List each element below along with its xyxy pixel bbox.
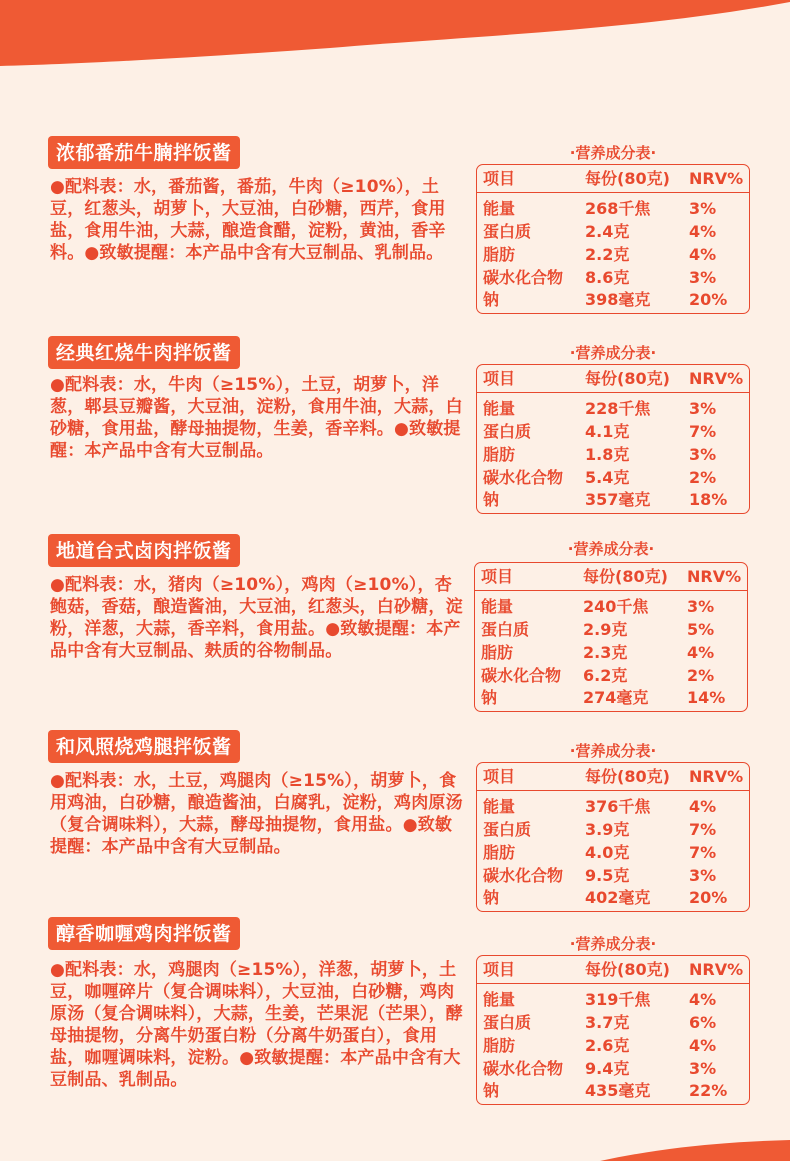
row-nrv: 7% [689,820,717,839]
ingredients-text: ●配料表：水，鸡腿肉（≥15%），洋葱，胡萝卜，土豆，咖喱碎片（复合调味料），大豆油，白砂糖，鸡肉原汤（复合调味料），大蒜，生姜，芒果泥（芒果），酵母抽提物，分离牛奶蛋白粉（分离牛奶蛋白），食用盐，咖喱调味料，淀粉。●致敏提醒：本产品中含有大豆制品、乳制品。 [50,960,463,1090]
row-name: 蛋白质 [483,820,532,839]
header-item: 项目 [483,169,516,188]
row-nrv: 20% [689,888,728,907]
row-amount: 2.2克 [585,245,630,264]
row-name: 能量 [481,597,514,616]
row-amount: 4.1克 [585,422,630,441]
product-title: 和风照烧鸡腿拌饭酱 [48,730,240,763]
row-nrv: 6% [689,1013,717,1032]
row-name: 脂肪 [483,1036,516,1055]
row-name: 钠 [483,490,500,509]
nutrition-table-header [477,956,749,984]
row-amount: 6.2克 [583,666,628,685]
row-amount: 398毫克 [585,290,651,309]
header-per-serving: 每份(80克) [585,960,670,979]
product-title: 浓郁番茄牛腩拌饭酱 [48,136,240,169]
row-name: 蛋白质 [481,620,530,639]
header-nrv: NRV% [689,169,744,188]
row-nrv: 7% [689,422,717,441]
row-name: 脂肪 [483,843,516,862]
row-amount: 2.6克 [585,1036,630,1055]
row-nrv: 3% [689,1059,717,1078]
row-name: 脂肪 [483,445,516,464]
row-name: 蛋白质 [483,1013,532,1032]
nutrition-table-header [477,165,749,193]
header-per-serving: 每份(80克) [585,767,670,786]
product-title: 醇香咖喱鸡肉拌饭酱 [48,917,240,950]
row-nrv: 2% [689,468,717,487]
row-amount: 3.9克 [585,820,630,839]
header-nrv: NRV% [689,960,744,979]
row-name: 能量 [483,399,516,418]
row-name: 钠 [481,688,498,707]
row-amount: 319千焦 [585,990,651,1009]
row-name: 钠 [483,888,500,907]
row-nrv: 4% [689,990,717,1009]
header-per-serving: 每份(80克) [585,369,670,388]
nutrition-table [476,364,750,514]
row-amount: 402毫克 [585,888,651,907]
nutrition-table [474,562,748,712]
row-amount: 5.4克 [585,468,630,487]
row-name: 蛋白质 [483,222,532,241]
nutrition-caption: ·营养成分表· [569,935,657,953]
row-name: 碳水化合物 [483,866,564,885]
nutrition-caption: ·营养成分表· [569,344,657,362]
row-nrv: 4% [689,797,717,816]
row-name: 脂肪 [483,245,516,264]
row-nrv: 18% [689,490,728,509]
header-item: 项目 [481,567,514,586]
row-amount: 2.4克 [585,222,630,241]
nutrition-table [476,164,750,314]
row-nrv: 5% [687,620,715,639]
nutrition-table [476,762,750,912]
row-nrv: 3% [689,445,717,464]
row-amount: 240千焦 [583,597,649,616]
row-nrv: 2% [687,666,715,685]
row-nrv: 3% [689,399,717,418]
row-nrv: 7% [689,843,717,862]
row-name: 碳水化合物 [483,268,564,287]
row-name: 钠 [483,1081,500,1100]
row-amount: 2.9克 [583,620,628,639]
header-item: 项目 [483,767,516,786]
ingredients-text: ●配料表：水，牛肉（≥15%），土豆，胡萝卜，洋葱，郫县豆瓣酱，大豆油，淀粉，食用牛油，大蒜，白砂糖，食用盐，酵母抽提物，生姜，香辛料。●致敏提醒：本产品中含有大豆制品。 [50,375,463,461]
row-nrv: 14% [687,688,726,707]
nutrition-table-header [475,563,747,591]
row-amount: 4.0克 [585,843,630,862]
row-amount: 9.4克 [585,1059,630,1078]
row-name: 能量 [483,797,516,816]
row-amount: 274毫克 [583,688,649,707]
row-nrv: 3% [689,268,717,287]
row-name: 能量 [483,990,516,1009]
row-nrv: 3% [689,866,717,885]
row-amount: 357毫克 [585,490,651,509]
nutrition-table-header [477,365,749,393]
header-per-serving: 每份(80克) [583,567,668,586]
nutrition-table [476,955,750,1105]
row-nrv: 4% [689,222,717,241]
row-amount: 1.8克 [585,445,630,464]
nutrition-caption: ·营养成分表· [567,540,655,558]
header-nrv: NRV% [689,767,744,786]
row-nrv: 22% [689,1081,728,1100]
nutrition-caption: ·营养成分表· [569,742,657,760]
product-title: 地道台式卤肉拌饭酱 [48,534,240,567]
row-nrv: 3% [689,199,717,218]
row-name: 能量 [483,199,516,218]
product-title: 经典红烧牛肉拌饭酱 [48,336,240,369]
header-nrv: NRV% [687,567,742,586]
row-amount: 268千焦 [585,199,651,218]
row-name: 碳水化合物 [481,666,562,685]
ingredients-text: ●配料表：水，番茄酱，番茄，牛肉（≥10%），土豆，红葱头，胡萝卜，大豆油，白砂糖，西芹，食用盐，食用牛油，大蒜，酿造食醋，淀粉，黄油，香辛料。●致敏提醒：本产品中含有大豆制品、乳制品。 [50,177,446,263]
header-item: 项目 [483,960,516,979]
row-nrv: 3% [687,597,715,616]
row-amount: 8.6克 [585,268,630,287]
row-name: 蛋白质 [483,422,532,441]
row-nrv: 20% [689,290,728,309]
header-item: 项目 [483,369,516,388]
row-nrv: 4% [689,245,717,264]
row-nrv: 4% [687,643,715,662]
row-amount: 228千焦 [585,399,651,418]
header-per-serving: 每份(80克) [585,169,670,188]
ingredients-text: ●配料表：水，猪肉（≥10%），鸡肉（≥10%），杏鲍菇，香菇，酿造酱油，大豆油，红葱头，白砂糖，淀粉，洋葱，大蒜，香辛料，食用盐。●致敏提醒：本产品中含有大豆制品、麸质的谷物制品。 [50,575,463,661]
row-amount: 2.3克 [583,643,628,662]
header-nrv: NRV% [689,369,744,388]
row-name: 碳水化合物 [483,468,564,487]
row-nrv: 4% [689,1036,717,1055]
row-name: 脂肪 [481,643,514,662]
row-amount: 376千焦 [585,797,651,816]
row-name: 碳水化合物 [483,1059,564,1078]
nutrition-caption: ·营养成分表· [569,144,657,162]
row-amount: 9.5克 [585,866,630,885]
row-amount: 435毫克 [585,1081,651,1100]
row-amount: 3.7克 [585,1013,630,1032]
row-name: 钠 [483,290,500,309]
nutrition-table-header [477,763,749,791]
ingredients-text: ●配料表：水，土豆，鸡腿肉（≥15%），胡萝卜，食用鸡油，白砂糖，酿造酱油，白腐乳，淀粉，鸡肉原汤（复合调味料），大蒜，酵母抽提物，食用盐。●致敏提醒：本产品中含有大豆制品。 [50,771,463,857]
